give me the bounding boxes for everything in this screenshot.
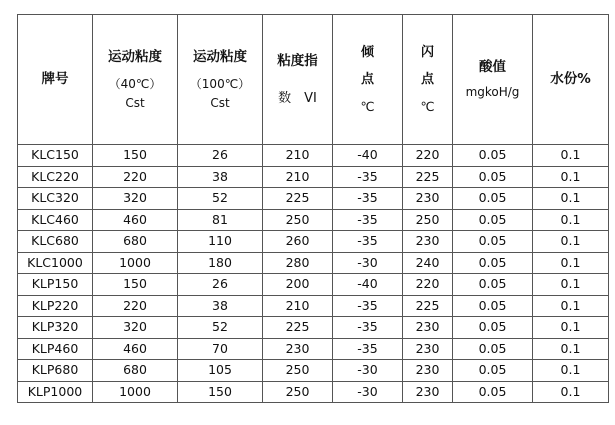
- cell-acid-value: 0.05: [453, 338, 533, 360]
- cell-grade: KLC680: [18, 231, 93, 253]
- cell-grade: KLP220: [18, 295, 93, 317]
- cell-water: 0.1: [533, 274, 609, 296]
- cell-pour-point: -35: [333, 166, 403, 188]
- header-acid-value: 酸值 mgkoH/g: [453, 15, 533, 145]
- cell-flash-point: 225: [403, 295, 453, 317]
- table-row: [18, 381, 609, 403]
- cell-kv40: 460: [93, 338, 178, 360]
- cell-acid-value: 0.05: [453, 231, 533, 253]
- cell-grade: KLC320: [18, 188, 93, 210]
- cell-kv40: 220: [93, 295, 178, 317]
- cell-flash-point: 230: [403, 231, 453, 253]
- cell-grade: KLC460: [18, 209, 93, 231]
- table-row: [18, 295, 609, 317]
- cell-acid-value: 0.05: [453, 252, 533, 274]
- cell-vi: 250: [263, 381, 333, 403]
- cell-kv100: 52: [178, 188, 263, 210]
- header-viscosity-index: 粘度指 数 VI: [263, 15, 333, 145]
- cell-flash-point: 230: [403, 188, 453, 210]
- cell-pour-point: -35: [333, 231, 403, 253]
- cell-pour-point: -35: [333, 209, 403, 231]
- cell-acid-value: 0.05: [453, 145, 533, 167]
- cell-kv100: 52: [178, 317, 263, 339]
- cell-acid-value: 0.05: [453, 360, 533, 382]
- cell-flash-point: 250: [403, 209, 453, 231]
- table-row: [18, 145, 609, 167]
- cell-acid-value: 0.05: [453, 209, 533, 231]
- cell-vi: 210: [263, 166, 333, 188]
- cell-water: 0.1: [533, 231, 609, 253]
- header-kinematic-viscosity-40: 运动粘度 （40℃） Cst: [93, 15, 178, 145]
- cell-kv40: 320: [93, 317, 178, 339]
- cell-kv40: 1000: [93, 381, 178, 403]
- table-row: [18, 338, 609, 360]
- cell-kv100: 105: [178, 360, 263, 382]
- cell-water: 0.1: [533, 317, 609, 339]
- cell-vi: 260: [263, 231, 333, 253]
- cell-water: 0.1: [533, 295, 609, 317]
- header-row: [18, 15, 609, 145]
- header-kinematic-viscosity-100: 运动粘度 （100℃） Cst: [178, 15, 263, 145]
- cell-acid-value: 0.05: [453, 188, 533, 210]
- header-pour-point: 倾 点 ℃: [333, 15, 403, 145]
- cell-flash-point: 240: [403, 252, 453, 274]
- cell-pour-point: -30: [333, 381, 403, 403]
- cell-pour-point: -35: [333, 188, 403, 210]
- cell-kv100: 150: [178, 381, 263, 403]
- cell-kv40: 320: [93, 188, 178, 210]
- cell-kv40: 150: [93, 145, 178, 167]
- cell-kv40: 680: [93, 231, 178, 253]
- cell-kv100: 38: [178, 295, 263, 317]
- cell-grade: KLP680: [18, 360, 93, 382]
- cell-grade: KLP320: [18, 317, 93, 339]
- cell-flash-point: 230: [403, 317, 453, 339]
- table-header: [18, 15, 609, 145]
- cell-kv40: 460: [93, 209, 178, 231]
- cell-acid-value: 0.05: [453, 295, 533, 317]
- cell-kv100: 110: [178, 231, 263, 253]
- cell-grade: KLP150: [18, 274, 93, 296]
- cell-grade: KLP1000: [18, 381, 93, 403]
- cell-flash-point: 220: [403, 145, 453, 167]
- cell-flash-point: 230: [403, 338, 453, 360]
- header-grade: 牌号: [18, 15, 93, 145]
- cell-grade: KLP460: [18, 338, 93, 360]
- table-row: [18, 188, 609, 210]
- table-row: [18, 317, 609, 339]
- cell-pour-point: -30: [333, 252, 403, 274]
- cell-pour-point: -35: [333, 295, 403, 317]
- cell-acid-value: 0.05: [453, 166, 533, 188]
- cell-grade: KLC1000: [18, 252, 93, 274]
- cell-vi: 250: [263, 360, 333, 382]
- cell-water: 0.1: [533, 188, 609, 210]
- cell-vi: 210: [263, 145, 333, 167]
- cell-kv100: 180: [178, 252, 263, 274]
- cell-kv40: 220: [93, 166, 178, 188]
- table-body: [18, 145, 609, 403]
- cell-acid-value: 0.05: [453, 381, 533, 403]
- cell-kv100: 26: [178, 145, 263, 167]
- lubricant-spec-table: [17, 14, 609, 403]
- cell-vi: 200: [263, 274, 333, 296]
- cell-kv100: 70: [178, 338, 263, 360]
- cell-pour-point: -35: [333, 338, 403, 360]
- cell-flash-point: 230: [403, 381, 453, 403]
- cell-kv100: 81: [178, 209, 263, 231]
- cell-vi: 280: [263, 252, 333, 274]
- cell-flash-point: 230: [403, 360, 453, 382]
- cell-grade: KLC220: [18, 166, 93, 188]
- cell-flash-point: 225: [403, 166, 453, 188]
- cell-vi: 225: [263, 188, 333, 210]
- cell-water: 0.1: [533, 338, 609, 360]
- table-row: [18, 209, 609, 231]
- cell-kv40: 150: [93, 274, 178, 296]
- cell-water: 0.1: [533, 145, 609, 167]
- cell-vi: 225: [263, 317, 333, 339]
- cell-kv100: 26: [178, 274, 263, 296]
- cell-water: 0.1: [533, 209, 609, 231]
- cell-acid-value: 0.05: [453, 317, 533, 339]
- cell-grade: KLC150: [18, 145, 93, 167]
- cell-pour-point: -35: [333, 317, 403, 339]
- table-row: [18, 166, 609, 188]
- cell-acid-value: 0.05: [453, 274, 533, 296]
- cell-water: 0.1: [533, 252, 609, 274]
- table-row: [18, 274, 609, 296]
- cell-pour-point: -40: [333, 145, 403, 167]
- header-water-content: 水份%: [533, 15, 609, 145]
- header-flash-point: 闪 点 ℃: [403, 15, 453, 145]
- table-row: [18, 252, 609, 274]
- table-row: [18, 360, 609, 382]
- cell-kv100: 38: [178, 166, 263, 188]
- cell-pour-point: -40: [333, 274, 403, 296]
- cell-vi: 250: [263, 209, 333, 231]
- cell-vi: 230: [263, 338, 333, 360]
- cell-kv40: 680: [93, 360, 178, 382]
- cell-pour-point: -30: [333, 360, 403, 382]
- cell-kv40: 1000: [93, 252, 178, 274]
- cell-water: 0.1: [533, 166, 609, 188]
- table-row: [18, 231, 609, 253]
- cell-vi: 210: [263, 295, 333, 317]
- cell-water: 0.1: [533, 381, 609, 403]
- cell-water: 0.1: [533, 360, 609, 382]
- cell-flash-point: 220: [403, 274, 453, 296]
